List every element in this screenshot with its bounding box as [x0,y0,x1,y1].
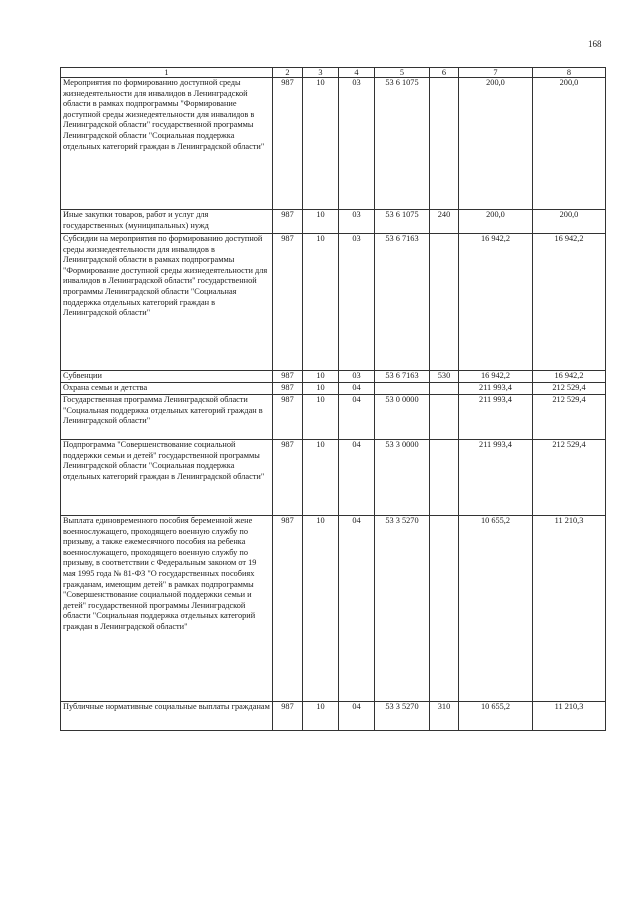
row-cell-col4: 03 [339,234,375,371]
row-cell-col4: 04 [339,440,375,516]
row-cell-col3: 10 [303,210,339,234]
row-cell-col2: 987 [273,702,303,731]
table-row [61,78,606,210]
row-cell-col7: 211 993,4 [459,395,533,440]
row-description: Субсидии на мероприятия по формированию доступной среды жизнедеятельности для инвалидов в Ленинградской области в рамках подпрограммы "Формирование доступной среды жизнедеятельности для инвалидов в Ленинградской области" государственной программы Ленинградской области "Социальная поддержка отдельных категорий граждан в Ленинградской области" [61,234,273,371]
table-row [61,395,606,440]
header-row [61,68,606,78]
row-description: Иные закупки товаров, работ и услуг для государственных (муниципальных) нужд [61,210,273,234]
row-cell-col6 [430,383,459,395]
row-cell-col2: 987 [273,383,303,395]
row-cell-col5: 53 6 1075 [375,78,430,210]
table-row [61,702,606,731]
row-cell-col2: 987 [273,440,303,516]
row-cell-col6: 310 [430,702,459,731]
table-row [61,440,606,516]
page-number: 168 [588,39,602,49]
row-cell-col4: 03 [339,78,375,210]
header-cell-7: 7 [459,68,533,78]
row-description: Подпрограмма "Совершенствование социальной поддержки семьи и детей" государственной программы Ленинградской области "Социальная поддержка отдельных категорий граждан в Ленинградской области" [61,440,273,516]
row-cell-col6: 240 [430,210,459,234]
row-cell-col7: 200,0 [459,78,533,210]
row-cell-col4: 04 [339,383,375,395]
row-cell-col7: 200,0 [459,210,533,234]
row-cell-col3: 10 [303,371,339,383]
row-cell-col6 [430,516,459,702]
row-cell-col5: 53 0 0000 [375,395,430,440]
row-cell-col5: 53 3 5270 [375,516,430,702]
row-cell-col5: 53 3 5270 [375,702,430,731]
row-cell-col4: 04 [339,516,375,702]
row-cell-col5: 53 6 7163 [375,371,430,383]
row-cell-col6: 530 [430,371,459,383]
header-cell-2: 2 [273,68,303,78]
table-row [61,210,606,234]
table-row [61,371,606,383]
row-cell-col8: 11 210,3 [533,516,606,702]
row-cell-col3: 10 [303,383,339,395]
row-cell-col7: 10 655,2 [459,516,533,702]
row-cell-col4: 03 [339,371,375,383]
row-cell-col8: 200,0 [533,78,606,210]
row-cell-col3: 10 [303,395,339,440]
row-cell-col6 [430,395,459,440]
row-cell-col3: 10 [303,234,339,371]
row-cell-col5: 53 6 7163 [375,234,430,371]
header-cell-3: 3 [303,68,339,78]
row-cell-col2: 987 [273,395,303,440]
row-description: Охрана семьи и детства [61,383,273,395]
budget-table-body [61,68,606,731]
row-cell-col4: 03 [339,210,375,234]
row-cell-col8: 212 529,4 [533,395,606,440]
row-cell-col2: 987 [273,78,303,210]
header-cell-8: 8 [533,68,606,78]
row-cell-col7: 16 942,2 [459,371,533,383]
header-cell-1: 1 [61,68,273,78]
row-cell-col7: 211 993,4 [459,440,533,516]
row-cell-col5 [375,383,430,395]
header-cell-4: 4 [339,68,375,78]
row-cell-col7: 16 942,2 [459,234,533,371]
row-cell-col5: 53 3 0000 [375,440,430,516]
row-cell-col6 [430,78,459,210]
row-cell-col2: 987 [273,516,303,702]
row-cell-col6 [430,440,459,516]
row-cell-col6 [430,234,459,371]
row-cell-col3: 10 [303,440,339,516]
row-cell-col8: 212 529,4 [533,440,606,516]
row-cell-col8: 16 942,2 [533,371,606,383]
row-description: Субвенции [61,371,273,383]
row-description: Публичные нормативные социальные выплаты гражданам [61,702,273,731]
table-row [61,516,606,702]
header-cell-6: 6 [430,68,459,78]
row-cell-col2: 987 [273,210,303,234]
row-cell-col8: 11 210,3 [533,702,606,731]
budget-table [60,67,606,731]
header-cell-5: 5 [375,68,430,78]
row-cell-col4: 04 [339,395,375,440]
row-cell-col8: 16 942,2 [533,234,606,371]
row-cell-col2: 987 [273,234,303,371]
row-cell-col5: 53 6 1075 [375,210,430,234]
row-cell-col4: 04 [339,702,375,731]
row-cell-col3: 10 [303,516,339,702]
row-cell-col2: 987 [273,371,303,383]
table-row [61,383,606,395]
row-description: Выплата единовременного пособия беременной жене военнослужащего, проходящего военную службу по призыву, а также ежемесячного пособия на ребенка военнослужащего, проходящего военную службу по призыву, в соответствии с Федеральным законом от 19 мая 1995 года № 81-ФЗ "О государственных пособиях гражданам, имеющим детей" в рамках подпрограммы "Совершенствование социальной поддержки семьи и детей" государственной программы Ленинградской области "Социальная поддержка отдельных категорий граждан в Ленинградской области" [61,516,273,702]
table-row [61,234,606,371]
row-cell-col3: 10 [303,702,339,731]
row-cell-col7: 211 993,4 [459,383,533,395]
row-cell-col7: 10 655,2 [459,702,533,731]
row-cell-col8: 200,0 [533,210,606,234]
row-description: Государственная программа Ленинградской области "Социальная поддержка отдельных категорий граждан в Ленинградской области" [61,395,273,440]
row-cell-col3: 10 [303,78,339,210]
row-description: Мероприятия по формированию доступной среды жизнедеятельности для инвалидов в Ленинградской области в рамках подпрограммы "Формирование доступной среды жизнедеятельности для инвалидов в Ленинградской области" государственной программы Ленинградской области "Социальная поддержка отдельных категорий граждан в Ленинградской области" [61,78,273,210]
row-cell-col8: 212 529,4 [533,383,606,395]
